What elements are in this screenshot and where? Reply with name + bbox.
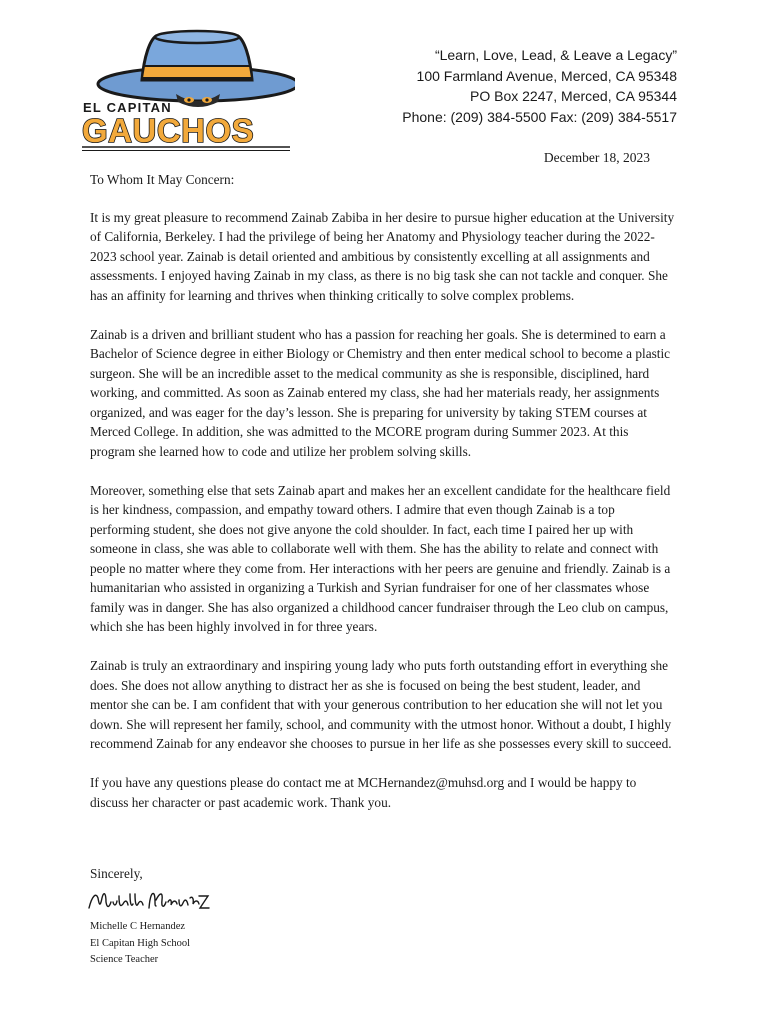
letter-paragraph-4: Zainab is truly an extraordinary and inspiring young lady who puts forth outstanding effort in everything she does. She does not allow anything to distract her as she is focused on being the best student, leader, and mentor she can be. I am confident that with your generous contribution to her education she will not let you down. She will represent her family, school, and community with the utmost honor. Without a doubt, I highly recommend Zainab for any endeavor she chooses to pursue in her life as she possesses every skill to succeed.: [90, 658, 672, 751]
signer-block: [90, 919, 190, 969]
signer-school: El Capitan High School: [90, 937, 191, 949]
signer-title: Science Teacher: [90, 954, 159, 965]
school-contact-block: [402, 45, 677, 127]
letter-date: December 18, 2023: [543, 150, 650, 165]
logo-school-name: EL CAPITAN: [83, 100, 172, 115]
letter-greeting: To Whom It May Concern:: [90, 172, 235, 187]
phone-fax: Phone: (209) 384-5500 Fax: (209) 384-5517: [402, 108, 677, 125]
letter-paragraph-3: Moreover, something else that sets Zainab apart and makes her an excellent candidate for the healthcare field is her kindness, compassion, and empathy toward others. I admire that even though Zainab is a top performing student, she does not give anyone the cold shoulder. In fact, each time I paired her up with someone in class, she was able to collaborate well with them. She has the ability to relate and connect with people no matter where they come from. Her interactions with her peers are genuine and friendly. Zainab is a humanitarian who assisted in organizing a Turkish and Syrian fundraiser for one of her classmates whose family was in danger. She has also organized a childhood cancer fundraiser through the Leo club on campus, which she has been highly involved in for three years.: [90, 482, 671, 634]
letter-paragraph-2: Zainab is a driven and brilliant student who has a passion for reaching her goals. She is determined to earn a Bachelor of Science degree in either Biology or Chemistry and then enter medical school to become a plastic surgeon. She will be an incredible asset to the medical community as she is responsible, disciplined, hard working, and committed. As soon as Zainab entered my class, she had her materials ready, her assignments organized, and was eager for the day’s lesson. She is preparing for university by taking STEM courses at Merced College. In addition, she was admitted to the MCORE program during Summer 2023. At this program she learned how to code and utilize her problem solving skills.: [90, 326, 671, 459]
signer-name: Michelle C Hernandez: [90, 921, 186, 932]
handwritten-signature-icon: [86, 886, 211, 916]
po-box-address: PO Box 2247, Merced, CA 95344: [469, 88, 677, 104]
street-address: 100 Farmland Avenue, Merced, CA 95348: [416, 67, 677, 84]
logo-mascot-name: GAUCHOS: [82, 112, 255, 149]
letter-closing: Sincerely,: [90, 866, 143, 881]
gaucho-hat-logo-icon: [80, 28, 295, 156]
letter-body: [90, 170, 676, 832]
letter-paragraph-5: If you have any questions please do contact me at MCHernandez@muhsd.org and I would be happy to discuss her character or past academic work. Thank you.: [90, 775, 637, 810]
school-motto: “Learn, Love, Lead, & Leave a Legacy”: [434, 47, 677, 63]
letter-paragraph-1: It is my great pleasure to recommend Zainab Zabiba in her desire to pursue higher education at the University of California, Berkeley. I had the privilege of being her Anatomy and Physiology teacher during the 2022-2023 school year. Zainab is detail oriented and ambitious by consistently excelling at all assignments and assessments. I enjoyed having Zainab in my class, as there is no big task she can not tackle and conquer. She has an affinity for learning and thrives when thinking critically to solve complex problems.: [90, 209, 675, 303]
